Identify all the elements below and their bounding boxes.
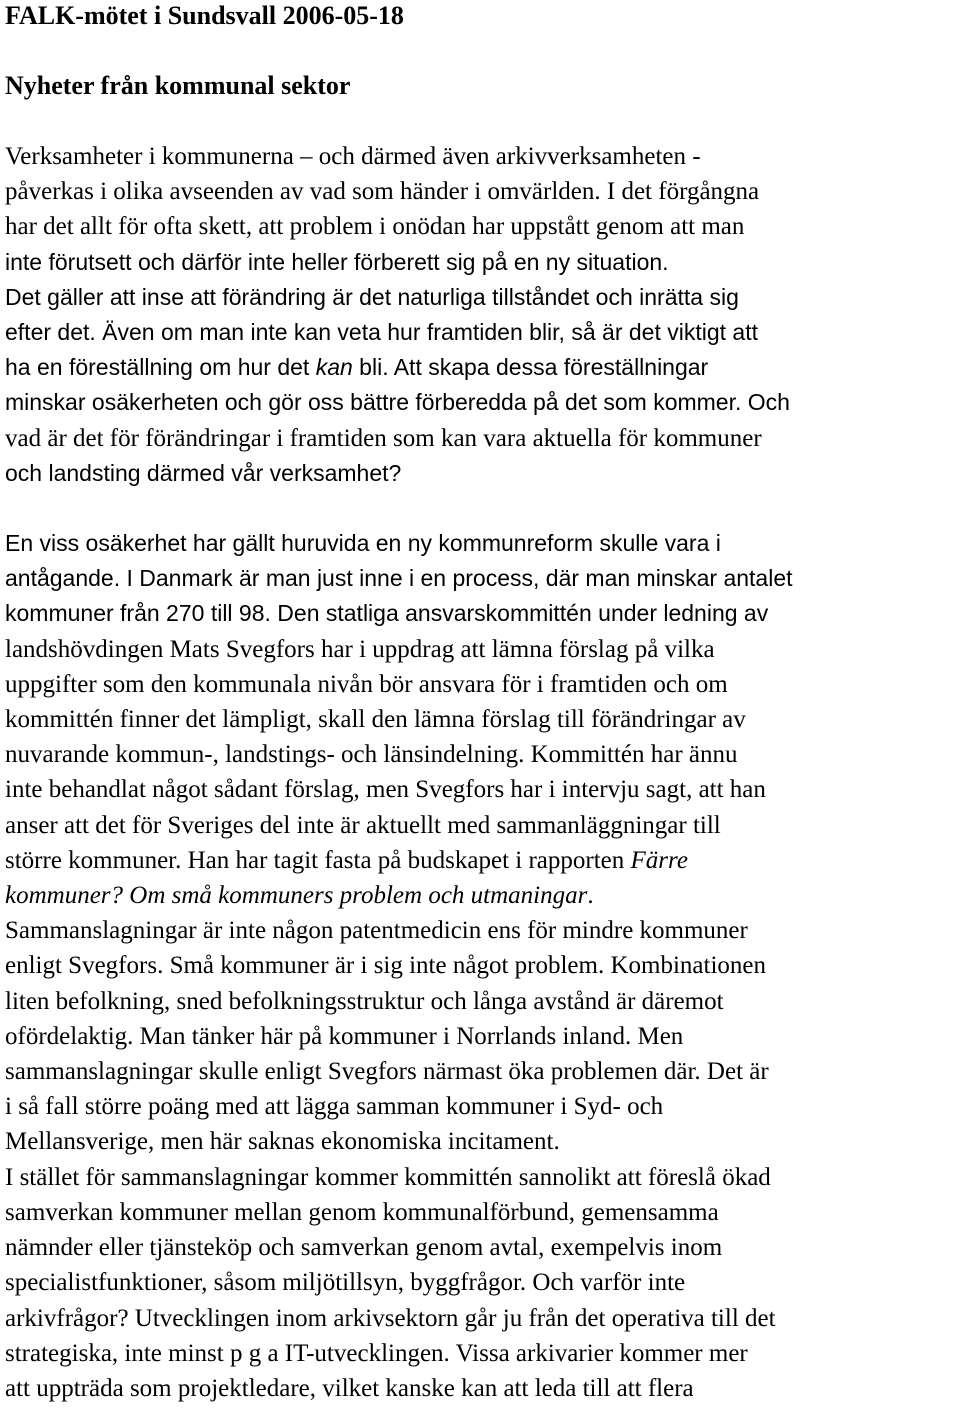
text-line bbox=[5, 878, 955, 913]
text-line bbox=[5, 667, 955, 702]
text-line bbox=[5, 1230, 955, 1265]
text-run: i så fall större poäng med att lägga samman kommuner i Syd- och bbox=[5, 1093, 664, 1121]
text-run: större kommuner. Han har tagit fasta på budskapet i rapporten bbox=[5, 846, 631, 874]
text-line bbox=[5, 808, 955, 843]
text-run: I stället för sammanslagningar kommer kommittén sannolikt att föreslå ökad bbox=[5, 1163, 771, 1191]
text-run: Mellansverige, men här saknas ekonomiska incitament. bbox=[5, 1128, 560, 1156]
text-line bbox=[5, 737, 955, 772]
text-run: att uppträda som projektledare, vilket kanske kan att leda till att flera bbox=[5, 1374, 694, 1402]
text-run: uppgifter som den kommunala nivån bör ansvara för i framtiden och om bbox=[5, 670, 728, 698]
text-line bbox=[5, 984, 955, 1019]
text-line bbox=[5, 315, 955, 350]
text-run: har det allt för ofta skett, att problem i onödan har uppstått genom att man bbox=[5, 213, 745, 241]
text-line bbox=[5, 1089, 955, 1124]
text-line bbox=[5, 702, 955, 737]
text-run: . bbox=[587, 882, 594, 910]
text-line bbox=[5, 1336, 955, 1371]
text-line bbox=[5, 1160, 955, 1195]
text-line bbox=[5, 1371, 955, 1406]
document-title: FALK-mötet i Sundsvall 2006-05-18 bbox=[5, 1, 404, 30]
text-line bbox=[5, 456, 955, 491]
text-line bbox=[5, 245, 955, 280]
text-line bbox=[5, 772, 955, 807]
text-line bbox=[5, 1195, 955, 1230]
text-run: bli. Att skapa dessa föreställningar bbox=[352, 354, 709, 381]
text-line bbox=[5, 1019, 955, 1054]
text-line bbox=[5, 843, 955, 878]
text-line bbox=[5, 1265, 955, 1300]
body-paragraph bbox=[5, 526, 955, 1406]
text-run: inte behandlat något sådant förslag, men Svegfors har i intervju sagt, att han bbox=[5, 776, 766, 804]
text-run: kommuner från 270 till 98. Den statliga ansvarskommittén under ledning av bbox=[5, 600, 769, 627]
text-line bbox=[5, 421, 955, 456]
text-line bbox=[5, 632, 955, 667]
text-run: nuvarande kommun-, landstings- och länsindelning. Kommittén har ännu bbox=[5, 741, 738, 769]
italic-text: Färre bbox=[630, 846, 688, 874]
text-run: minskar osäkerheten och gör oss bättre förberedda på det som kommer. Och bbox=[5, 389, 790, 416]
text-run: landshövdingen Mats Svegfors har i uppdrag att lämna förslag på vilka bbox=[5, 635, 715, 663]
text-run: strategiska, inte minst p g a IT-utvecklingen. Vissa arkivarier kommer mer bbox=[5, 1339, 748, 1367]
text-line bbox=[5, 1301, 955, 1336]
text-line bbox=[5, 209, 955, 244]
text-line bbox=[5, 913, 955, 948]
text-run: liten befolkning, sned befolkningsstruktur och långa avstånd är däremot bbox=[5, 987, 724, 1015]
document-subtitle: Nyheter från kommunal sektor bbox=[5, 71, 351, 100]
text-line bbox=[5, 1124, 955, 1159]
text-run: Sammanslagningar är inte någon patentmedicin ens för mindre kommuner bbox=[5, 917, 748, 945]
text-run: nämnder eller tjänsteköp och samverkan genom avtal, exempelvis inom bbox=[5, 1234, 723, 1262]
text-line bbox=[5, 561, 955, 596]
document-page bbox=[5, 0, 955, 1406]
italic-text: kan bbox=[315, 354, 353, 381]
text-line bbox=[5, 280, 955, 315]
text-run: antågande. I Danmark är man just inne i en process, där man minskar antalet bbox=[5, 565, 793, 592]
text-run: Det gäller att inse att förändring är det naturliga tillståndet och inrätta sig bbox=[5, 283, 739, 310]
text-line bbox=[5, 526, 955, 561]
text-run: Verksamheter i kommunerna – och därmed även arkivverksamheten - bbox=[5, 143, 701, 170]
text-run: ha en föreställning om hur det bbox=[5, 354, 316, 381]
text-line bbox=[5, 174, 955, 209]
text-run: anser att det för Sveriges del inte är aktuellt med sammanläggningar till bbox=[5, 811, 721, 839]
body-paragraph bbox=[5, 139, 955, 491]
text-run: sammanslagningar skulle enligt Svegfors närmast öka problemen där. Det är bbox=[5, 1058, 769, 1086]
text-run: specialistfunktioner, såsom miljötillsyn, byggfrågor. Och varför inte bbox=[5, 1269, 686, 1297]
text-run: och landsting därmed vår verksamhet? bbox=[5, 459, 402, 486]
text-run: samverkan kommuner mellan genom kommunalförbund, gemensamma bbox=[5, 1198, 719, 1226]
text-run: efter det. Även om man inte kan veta hur framtiden blir, så är det viktigt att bbox=[5, 319, 758, 346]
text-line bbox=[5, 350, 955, 385]
text-run: påverkas i olika avseenden av vad som händer i omvärlden. I det förgångna bbox=[5, 178, 760, 206]
text-line bbox=[5, 596, 955, 631]
text-line bbox=[5, 139, 955, 174]
text-run: arkivfrågor? Utvecklingen inom arkivsektorn går ju från det operativa till det bbox=[5, 1304, 776, 1332]
text-line bbox=[5, 385, 955, 420]
text-run: kommittén finner det lämpligt, skall den lämna förslag till förändringar av bbox=[5, 706, 746, 734]
text-run: ofördelaktig. Man tänker här på kommuner i Norrlands inland. Men bbox=[5, 1022, 684, 1050]
text-run: inte förutsett och därför inte heller förberett sig på en ny situation. bbox=[5, 248, 669, 275]
text-line bbox=[5, 948, 955, 983]
text-line bbox=[5, 1054, 955, 1089]
text-run: enligt Svegfors. Små kommuner är i sig inte något problem. Kombinationen bbox=[5, 952, 766, 980]
text-run: vad är det för förändringar i framtiden som kan vara aktuella för kommuner bbox=[5, 424, 762, 452]
text-run: En viss osäkerhet har gällt huruvida en ny kommunreform skulle vara i bbox=[5, 530, 721, 557]
italic-text: kommuner? Om små kommuners problem och utmaningar bbox=[5, 882, 588, 910]
